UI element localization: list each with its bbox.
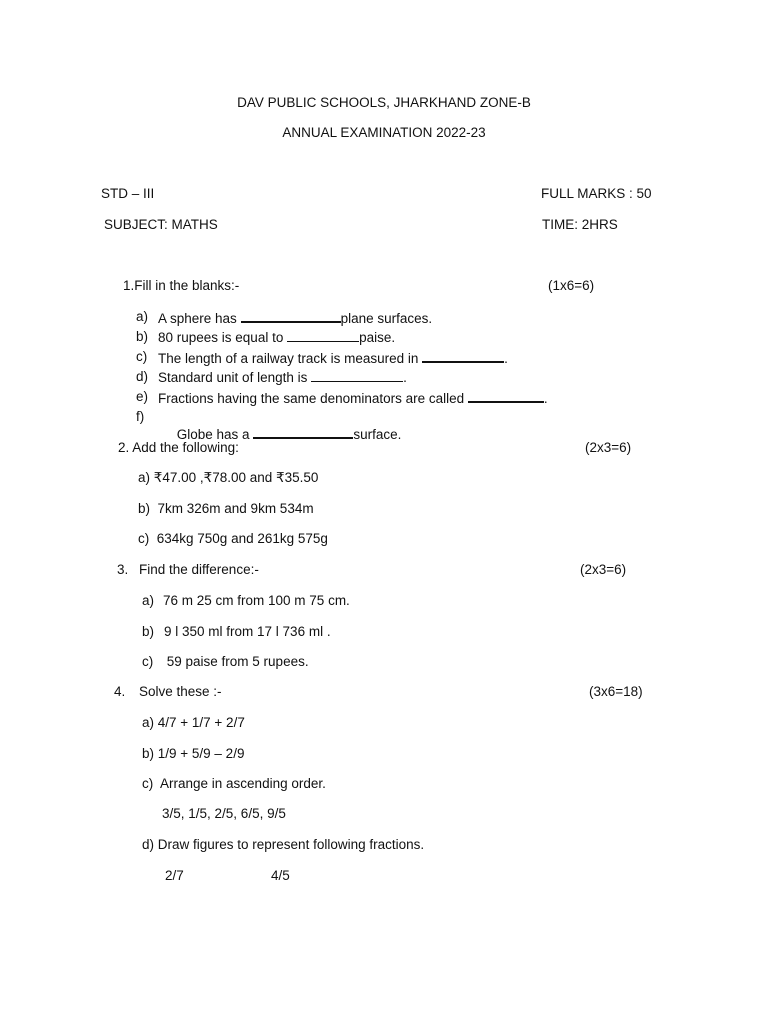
item-label: a) xyxy=(142,593,155,608)
blank-line xyxy=(287,329,359,342)
q3-marks: (2x3=6) xyxy=(580,562,627,577)
full-marks-label: FULL MARKS : 50 xyxy=(541,186,652,201)
item-text: 9 l 350 ml from 17 l 736 ml . xyxy=(164,624,331,639)
q2-marks: (2x3=6) xyxy=(585,440,632,455)
exam-title: ANNUAL EXAMINATION 2022-23 xyxy=(282,125,486,140)
item-text: plane surfaces. xyxy=(340,311,433,326)
item-label: e) xyxy=(136,389,149,404)
q1-item-e xyxy=(136,389,548,406)
item-text: Standard unit of length is xyxy=(158,370,312,385)
q3-title: Find the difference:- xyxy=(139,562,259,577)
item-label: a) xyxy=(136,309,149,324)
item-text: . xyxy=(403,370,407,385)
item-text: Globe has a xyxy=(173,427,254,442)
q4-item-a: a) 4/7 + 1/7 + 2/7 xyxy=(142,715,245,730)
q4-item-c: c) Arrange in ascending order. xyxy=(142,776,326,791)
q4-marks: (3x6=18) xyxy=(589,684,643,699)
q4-title: Solve these :- xyxy=(139,684,222,699)
q4-item-b: b) 1/9 + 5/9 – 2/9 xyxy=(142,746,245,761)
item-label: f) xyxy=(136,409,145,424)
q1-item-d xyxy=(136,369,407,385)
q4-fraction-2: 4/5 xyxy=(271,868,290,883)
std-label: STD – III xyxy=(101,186,155,201)
q1-item-a xyxy=(136,309,433,326)
item-label: d) xyxy=(136,369,149,384)
item-label: b) xyxy=(142,624,155,639)
blank-line xyxy=(422,349,504,363)
item-text: Fractions having the same denominators are called xyxy=(158,391,468,406)
q1-item-b xyxy=(136,329,396,345)
q3-number: 3. xyxy=(117,562,129,577)
q4-item-d: d) Draw figures to represent following fractions. xyxy=(142,837,425,852)
q3-item-a xyxy=(142,593,350,609)
item-text: 80 rupees is equal to xyxy=(158,330,288,345)
q2-item-c: c) 634kg 750g and 261kg 575g xyxy=(138,531,328,546)
q2-item-b: b) 7km 326m and 9km 534m xyxy=(138,501,314,516)
item-text: The length of a railway track is measured in xyxy=(158,351,423,366)
item-text: A sphere has xyxy=(158,311,241,326)
q3-item-c xyxy=(142,654,309,670)
q2-title: 2. Add the following: xyxy=(118,440,239,455)
item-text: 76 m 25 cm from 100 m 75 cm. xyxy=(163,593,350,608)
subject-label: SUBJECT: MATHS xyxy=(104,217,218,232)
q2-item-a: a) ₹47.00 ,₹78.00 and ₹35.50 xyxy=(138,470,319,485)
q4-fraction-1: 2/7 xyxy=(165,868,184,883)
item-label: b) xyxy=(136,329,149,344)
q4-number: 4. xyxy=(114,684,126,699)
blank-line xyxy=(253,425,353,439)
item-text: 59 paise from 5 rupees. xyxy=(163,654,309,669)
item-text: surface. xyxy=(353,427,402,442)
item-label: c) xyxy=(136,349,148,364)
blank-line xyxy=(311,369,403,382)
q1-title: 1.Fill in the blanks:- xyxy=(123,278,240,293)
q1-item-c xyxy=(136,349,508,366)
item-text: . xyxy=(504,351,508,366)
q1-item-f xyxy=(136,409,402,442)
q4-item-c-values: 3/5, 1/5, 2/5, 6/5, 9/5 xyxy=(162,806,286,821)
time-label: TIME: 2HRS xyxy=(542,217,618,232)
q3-item-b xyxy=(142,624,331,640)
school-title: DAV PUBLIC SCHOOLS, JHARKHAND ZONE-B xyxy=(237,95,531,110)
item-text: . xyxy=(543,391,548,406)
item-label: c) xyxy=(142,654,154,669)
item-text: paise. xyxy=(359,330,396,345)
blank-line xyxy=(241,309,341,323)
q1-marks: (1x6=6) xyxy=(548,278,595,293)
blank-line xyxy=(468,389,544,403)
